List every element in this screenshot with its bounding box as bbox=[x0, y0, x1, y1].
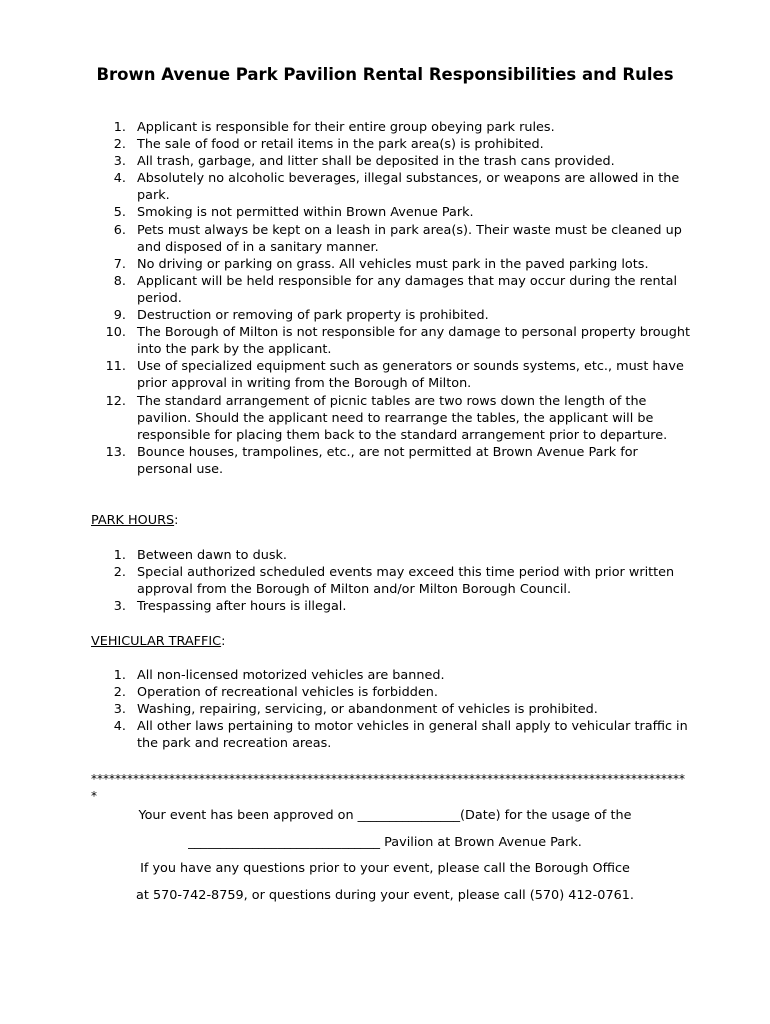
approval-line-2: ______________________________ Pavilion at Brown Avenue Park. bbox=[188, 835, 582, 850]
list-item-text: Bounce houses, trampolines, etc., are not permitted at Brown Avenue Park for personal use. bbox=[137, 444, 638, 477]
list-item-text: Absolutely no alcoholic beverages, illegal substances, or weapons are allowed in the park. bbox=[137, 171, 680, 204]
park-hours-list bbox=[91, 547, 691, 615]
list-item-number: 2. bbox=[113, 565, 126, 581]
rule-item bbox=[91, 444, 691, 478]
list-item-number: 7. bbox=[113, 256, 126, 272]
list-item-text: Smoking is not permitted within Brown Avenue Park. bbox=[137, 205, 474, 221]
rule-item bbox=[91, 222, 691, 256]
list-item-number: 1. bbox=[113, 120, 126, 135]
park-hours-item bbox=[91, 547, 691, 564]
rule-item bbox=[91, 170, 691, 204]
list-item-number: 5. bbox=[113, 205, 126, 221]
list-item-number: 2. bbox=[113, 137, 126, 153]
vehicular-traffic-list bbox=[91, 667, 691, 752]
list-item-number: 10. bbox=[105, 325, 126, 341]
vehicular-traffic-colon: : bbox=[221, 634, 226, 649]
rules-list bbox=[91, 119, 691, 478]
rule-item bbox=[91, 204, 691, 221]
list-item-text: All non-licensed motorized vehicles are banned. bbox=[137, 668, 445, 683]
list-item-number: 8. bbox=[113, 273, 126, 289]
list-item-text: Applicant will be held responsible for any damages that may occur during the rental period. bbox=[137, 273, 678, 306]
contact-line-1: If you have any questions prior to your event, please call the Borough Office bbox=[140, 861, 630, 876]
page-title: Brown Avenue Park Pavilion Rental Responsibilities and Rules bbox=[96, 65, 674, 84]
list-item-text: Destruction or removing of park property is prohibited. bbox=[137, 308, 489, 324]
list-item-text: Pets must always be kept on a leash in park area(s). Their waste must be cleaned up and disposed of in a sanitary manner. bbox=[137, 222, 682, 255]
vehicular-traffic-item bbox=[91, 667, 691, 684]
separator-line: **************************************************************************************************** bbox=[91, 772, 685, 803]
list-item-text: Special authorized scheduled events may exceed this time period with prior written approval from the Borough of Milton and/or Milton Borough Council. bbox=[137, 565, 675, 598]
park-hours-item bbox=[91, 564, 691, 598]
rule-item bbox=[91, 273, 691, 307]
rule-item bbox=[91, 393, 691, 444]
list-item-text: The sale of food or retail items in the park area(s) is prohibited. bbox=[137, 137, 544, 153]
rule-item bbox=[91, 153, 691, 170]
list-item-number: 4. bbox=[113, 719, 126, 735]
list-item-text: All trash, garbage, and litter shall be deposited in the trash cans provided. bbox=[137, 154, 615, 170]
list-item-text: Washing, repairing, servicing, or abandonment of vehicles is prohibited. bbox=[137, 702, 598, 718]
list-item-text: Trespassing after hours is illegal. bbox=[137, 599, 347, 615]
list-item-number: 1. bbox=[113, 668, 126, 683]
list-item-number: 3. bbox=[113, 599, 126, 615]
vehicular-traffic-item bbox=[91, 718, 691, 752]
rule-item bbox=[91, 307, 691, 324]
park-hours-heading bbox=[91, 512, 178, 529]
list-item-text: Between dawn to dusk. bbox=[137, 548, 287, 563]
list-item-number: 3. bbox=[113, 154, 126, 170]
list-item-number: 6. bbox=[113, 222, 126, 238]
vehicular-traffic-heading-text: VEHICULAR TRAFFIC bbox=[91, 634, 222, 649]
rule-item bbox=[91, 324, 691, 358]
vehicular-traffic-heading bbox=[91, 633, 225, 650]
park-hours-colon: : bbox=[174, 513, 179, 528]
list-item-number: 4. bbox=[113, 171, 126, 187]
list-item-number: 12. bbox=[105, 393, 126, 409]
list-item-text: The Borough of Milton is not responsible for any damage to personal property brought into the park by the applicant. bbox=[137, 325, 690, 358]
approval-line-1: Your event has been approved on ________________(Date) for the usage of the bbox=[138, 808, 632, 823]
vehicular-traffic-item bbox=[91, 701, 691, 718]
rule-item bbox=[91, 136, 691, 153]
list-item-text: Applicant is responsible for their entire group obeying park rules. bbox=[137, 120, 555, 135]
rule-item bbox=[91, 358, 691, 392]
list-item-number: 9. bbox=[113, 308, 126, 324]
rule-item bbox=[91, 119, 691, 136]
list-item-number: 3. bbox=[113, 702, 126, 718]
list-item-text: Operation of recreational vehicles is forbidden. bbox=[137, 685, 438, 701]
park-hours-heading-text: PARK HOURS bbox=[91, 513, 175, 528]
list-item-number: 1. bbox=[113, 548, 126, 563]
park-hours-item bbox=[91, 598, 691, 615]
rule-item bbox=[91, 256, 691, 273]
list-item-number: 2. bbox=[113, 685, 126, 701]
list-item-text: The standard arrangement of picnic tables are two rows down the length of the pavilion. Should the applicant need to rearrange the tables, the applicant will be responsible for placing them back to the standard arrangement prior to departure. bbox=[137, 393, 668, 443]
list-item-text: Use of specialized equipment such as generators or sounds systems, etc., must have prior approval in writing from the Borough of Milton. bbox=[137, 359, 684, 392]
list-item-text: All other laws pertaining to motor vehicles in general shall apply to vehicular traffic in the park and recreation areas. bbox=[137, 719, 688, 752]
list-item-text: No driving or parking on grass. All vehicles must park in the paved parking lots. bbox=[137, 256, 649, 272]
list-item-number: 11. bbox=[105, 359, 126, 375]
contact-line-2: at 570-742-8759, or questions during your event, please call (570) 412-0761. bbox=[136, 888, 634, 903]
list-item-number: 13. bbox=[105, 444, 126, 460]
vehicular-traffic-item bbox=[91, 684, 691, 701]
